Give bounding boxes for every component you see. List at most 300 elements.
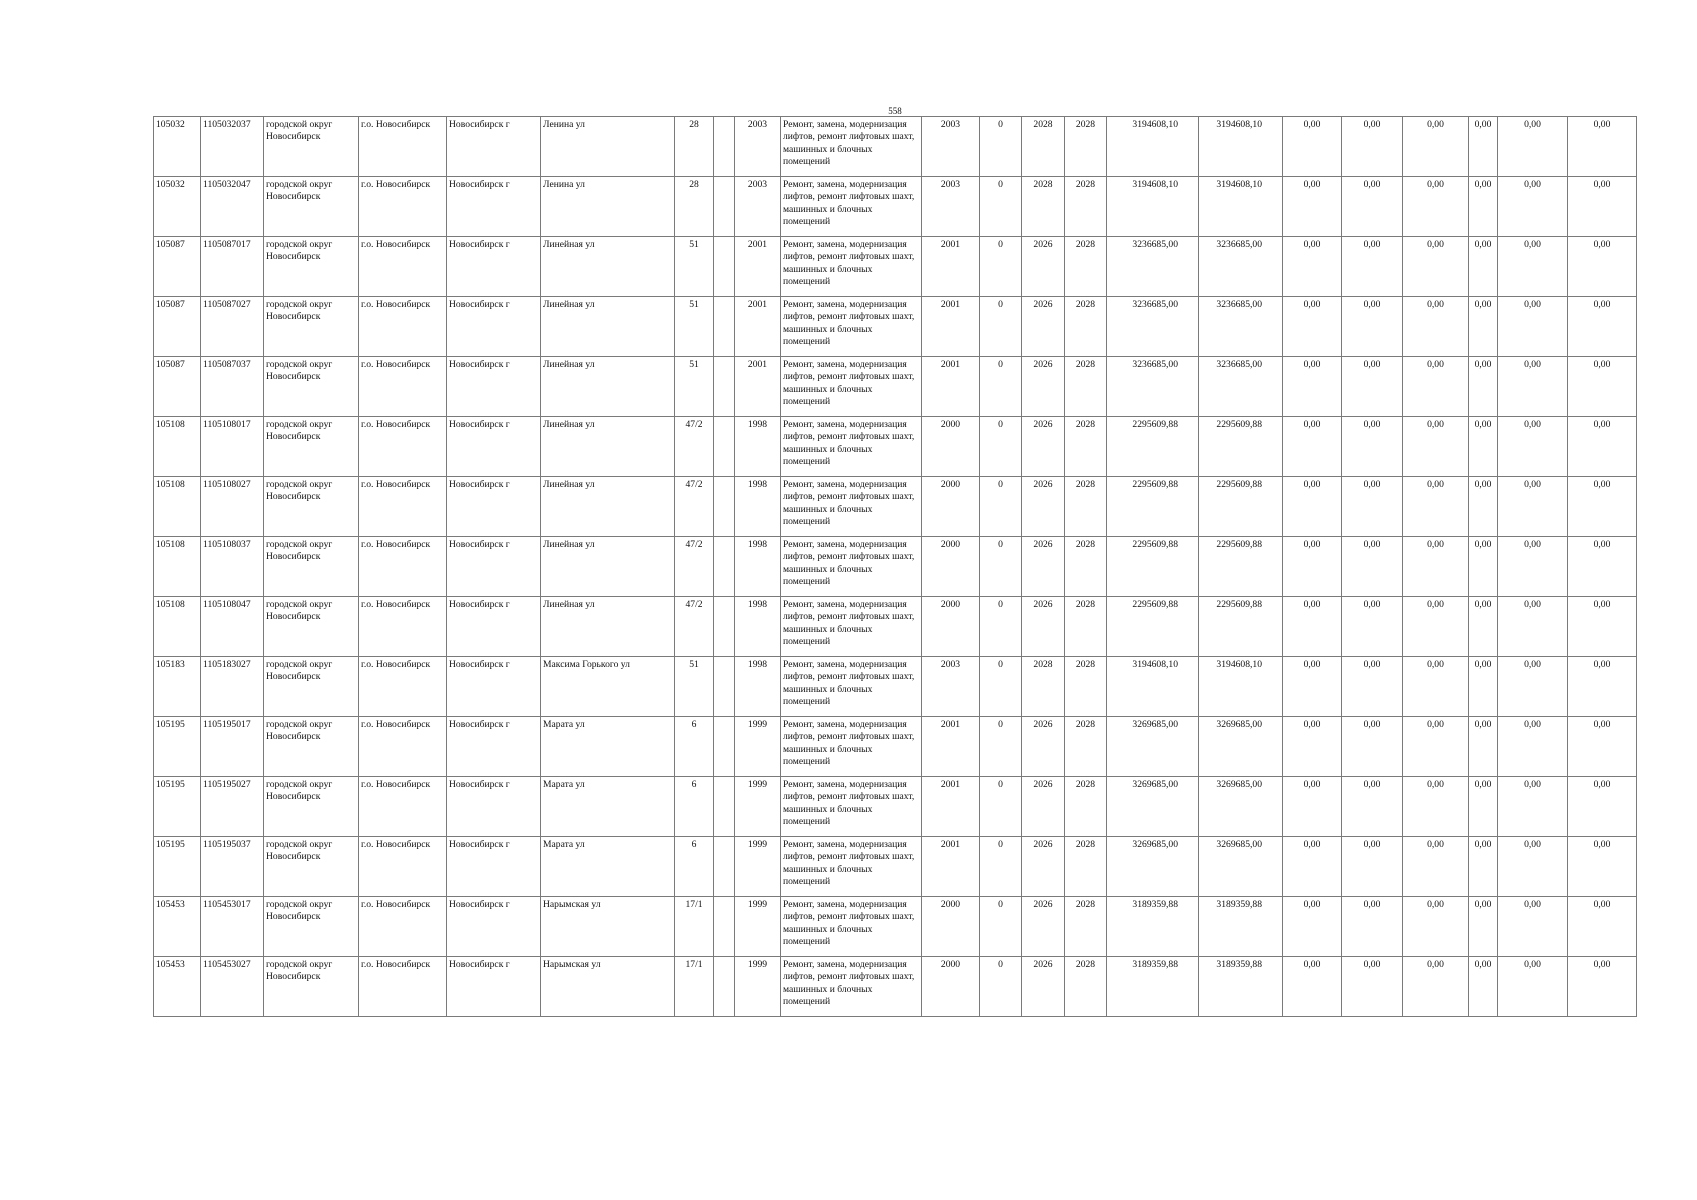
- cell-wear-value: 0: [980, 597, 1022, 657]
- cell-wear-value: 0: [980, 417, 1022, 477]
- cell-deadline-year: 2028: [1065, 297, 1107, 357]
- page-number: 558: [888, 106, 902, 116]
- cell-element-code: 1105087027: [201, 297, 264, 357]
- cell-amount-4: 0,00: [1469, 957, 1498, 1017]
- cell-amount-2: 0,00: [1342, 537, 1403, 597]
- cell-wear-value: 0: [980, 957, 1022, 1017]
- cell-locality: Новосибирск г: [447, 237, 541, 297]
- cell-element-code: 1105453017: [201, 897, 264, 957]
- cell-municipal-district: городской округ Новосибирск: [264, 957, 359, 1017]
- cell-municipality: г.о. Новосибирск: [359, 837, 447, 897]
- table-row: [154, 717, 1637, 777]
- cell-planned-year: 2026: [1022, 417, 1065, 477]
- cell-building-letter: [714, 177, 735, 237]
- cell-amount-4: 0,00: [1469, 777, 1498, 837]
- cell-municipality: г.о. Новосибирск: [359, 117, 447, 177]
- cell-locality: Новосибирск г: [447, 177, 541, 237]
- cell-house-number: 17/1: [675, 957, 714, 1017]
- cell-house-number: 47/2: [675, 537, 714, 597]
- cell-locality: Новосибирск г: [447, 837, 541, 897]
- cell-amount-2: 0,00: [1342, 657, 1403, 717]
- cell-amount-5: 0,00: [1498, 657, 1568, 717]
- cell-amount-4: 0,00: [1469, 117, 1498, 177]
- cell-wear-value: 0: [980, 897, 1022, 957]
- cell-commissioning-year: 1999: [735, 837, 781, 897]
- cell-element-code: 1105195017: [201, 717, 264, 777]
- cell-fund-cost: 2295609,88: [1199, 417, 1283, 477]
- cell-element-code: 1105108047: [201, 597, 264, 657]
- cell-amount-5: 0,00: [1498, 477, 1568, 537]
- cell-fund-cost: 2295609,88: [1199, 537, 1283, 597]
- cell-total-cost: 3236685,00: [1107, 297, 1199, 357]
- cell-amount-6: 0,00: [1568, 357, 1637, 417]
- cell-amount-6: 0,00: [1568, 297, 1637, 357]
- cell-element-code: 1105108027: [201, 477, 264, 537]
- cell-amount-4: 0,00: [1469, 537, 1498, 597]
- cell-amount-6: 0,00: [1568, 177, 1637, 237]
- cell-last-repair-year: 2001: [922, 297, 980, 357]
- cell-amount-6: 0,00: [1568, 837, 1637, 897]
- cell-municipal-district: городской округ Новосибирск: [264, 897, 359, 957]
- cell-street: Максима Горького ул: [541, 657, 675, 717]
- cell-deadline-year: 2028: [1065, 117, 1107, 177]
- cell-amount-4: 0,00: [1469, 357, 1498, 417]
- cell-last-repair-year: 2003: [922, 177, 980, 237]
- cell-amount-3: 0,00: [1403, 837, 1469, 897]
- cell-amount-1: 0,00: [1283, 897, 1342, 957]
- cell-amount-5: 0,00: [1498, 237, 1568, 297]
- cell-deadline-year: 2028: [1065, 357, 1107, 417]
- cell-amount-3: 0,00: [1403, 477, 1469, 537]
- cell-amount-3: 0,00: [1403, 117, 1469, 177]
- cell-total-cost: 3194608,10: [1107, 117, 1199, 177]
- cell-locality: Новосибирск г: [447, 597, 541, 657]
- cell-building-letter: [714, 837, 735, 897]
- cell-fund-cost: 3236685,00: [1199, 297, 1283, 357]
- cell-amount-6: 0,00: [1568, 417, 1637, 477]
- cell-last-repair-year: 2000: [922, 537, 980, 597]
- cell-street: Линейная ул: [541, 237, 675, 297]
- cell-element-code: 1105108037: [201, 537, 264, 597]
- table-row: [154, 777, 1637, 837]
- cell-house-number: 6: [675, 837, 714, 897]
- cell-element-code: 1105453027: [201, 957, 264, 1017]
- cell-municipal-district: городской округ Новосибирск: [264, 477, 359, 537]
- cell-commissioning-year: 2001: [735, 237, 781, 297]
- cell-planned-year: 2026: [1022, 477, 1065, 537]
- cell-fund-cost: 2295609,88: [1199, 477, 1283, 537]
- cell-total-cost: 3269685,00: [1107, 777, 1199, 837]
- cell-total-cost: 3236685,00: [1107, 357, 1199, 417]
- cell-deadline-year: 2028: [1065, 177, 1107, 237]
- cell-amount-4: 0,00: [1469, 417, 1498, 477]
- cell-amount-6: 0,00: [1568, 777, 1637, 837]
- cell-amount-1: 0,00: [1283, 597, 1342, 657]
- cell-locality: Новосибирск г: [447, 717, 541, 777]
- cell-element-code: 1105087037: [201, 357, 264, 417]
- cell-amount-2: 0,00: [1342, 417, 1403, 477]
- cell-deadline-year: 2028: [1065, 537, 1107, 597]
- cell-amount-1: 0,00: [1283, 177, 1342, 237]
- cell-amount-3: 0,00: [1403, 357, 1469, 417]
- cell-locality: Новосибирск г: [447, 897, 541, 957]
- cell-amount-3: 0,00: [1403, 897, 1469, 957]
- cell-object-code: 105032: [154, 117, 201, 177]
- cell-amount-5: 0,00: [1498, 417, 1568, 477]
- cell-building-letter: [714, 957, 735, 1017]
- cell-deadline-year: 2028: [1065, 717, 1107, 777]
- cell-amount-4: 0,00: [1469, 477, 1498, 537]
- table-row: [154, 897, 1637, 957]
- cell-amount-2: 0,00: [1342, 957, 1403, 1017]
- cell-amount-4: 0,00: [1469, 237, 1498, 297]
- cell-municipality: г.о. Новосибирск: [359, 897, 447, 957]
- cell-planned-year: 2026: [1022, 537, 1065, 597]
- cell-object-code: 105183: [154, 657, 201, 717]
- cell-last-repair-year: 2000: [922, 417, 980, 477]
- cell-object-code: 105108: [154, 537, 201, 597]
- cell-object-code: 105087: [154, 237, 201, 297]
- cell-commissioning-year: 1998: [735, 597, 781, 657]
- cell-amount-5: 0,00: [1498, 177, 1568, 237]
- cell-last-repair-year: 2001: [922, 717, 980, 777]
- cell-work-type: Ремонт, замена, модернизация лифтов, ремонт лифтовых шахт, машинных и блочных помещений: [781, 357, 922, 417]
- cell-house-number: 47/2: [675, 477, 714, 537]
- cell-element-code: 1105183027: [201, 657, 264, 717]
- cell-work-type: Ремонт, замена, модернизация лифтов, ремонт лифтовых шахт, машинных и блочных помещений: [781, 237, 922, 297]
- cell-work-type: Ремонт, замена, модернизация лифтов, ремонт лифтовых шахт, машинных и блочных помещений: [781, 177, 922, 237]
- cell-wear-value: 0: [980, 477, 1022, 537]
- cell-work-type: Ремонт, замена, модернизация лифтов, ремонт лифтовых шахт, машинных и блочных помещений: [781, 117, 922, 177]
- cell-locality: Новосибирск г: [447, 477, 541, 537]
- cell-municipality: г.о. Новосибирск: [359, 657, 447, 717]
- cell-total-cost: 3194608,10: [1107, 177, 1199, 237]
- cell-amount-1: 0,00: [1283, 717, 1342, 777]
- cell-work-type: Ремонт, замена, модернизация лифтов, ремонт лифтовых шахт, машинных и блочных помещений: [781, 957, 922, 1017]
- cell-object-code: 105108: [154, 597, 201, 657]
- cell-fund-cost: 3194608,10: [1199, 657, 1283, 717]
- cell-amount-3: 0,00: [1403, 657, 1469, 717]
- cell-wear-value: 0: [980, 537, 1022, 597]
- cell-wear-value: 0: [980, 117, 1022, 177]
- cell-street: Марата ул: [541, 717, 675, 777]
- cell-locality: Новосибирск г: [447, 957, 541, 1017]
- cell-amount-2: 0,00: [1342, 237, 1403, 297]
- cell-fund-cost: 3236685,00: [1199, 237, 1283, 297]
- cell-amount-2: 0,00: [1342, 297, 1403, 357]
- cell-street: Марата ул: [541, 777, 675, 837]
- cell-municipal-district: городской округ Новосибирск: [264, 597, 359, 657]
- cell-amount-5: 0,00: [1498, 117, 1568, 177]
- cell-amount-2: 0,00: [1342, 837, 1403, 897]
- cell-amount-5: 0,00: [1498, 717, 1568, 777]
- cell-municipal-district: городской округ Новосибирск: [264, 297, 359, 357]
- cell-amount-5: 0,00: [1498, 537, 1568, 597]
- cell-wear-value: 0: [980, 237, 1022, 297]
- cell-amount-2: 0,00: [1342, 897, 1403, 957]
- cell-municipal-district: городской округ Новосибирск: [264, 837, 359, 897]
- cell-municipality: г.о. Новосибирск: [359, 177, 447, 237]
- cell-amount-4: 0,00: [1469, 897, 1498, 957]
- cell-amount-6: 0,00: [1568, 957, 1637, 1017]
- cell-amount-5: 0,00: [1498, 837, 1568, 897]
- cell-municipal-district: городской округ Новосибирск: [264, 777, 359, 837]
- cell-object-code: 105195: [154, 777, 201, 837]
- cell-total-cost: 3269685,00: [1107, 717, 1199, 777]
- cell-street: Линейная ул: [541, 417, 675, 477]
- cell-amount-2: 0,00: [1342, 777, 1403, 837]
- cell-last-repair-year: 2001: [922, 237, 980, 297]
- cell-amount-3: 0,00: [1403, 297, 1469, 357]
- cell-building-letter: [714, 897, 735, 957]
- cell-object-code: 105195: [154, 717, 201, 777]
- cell-last-repair-year: 2003: [922, 117, 980, 177]
- cell-planned-year: 2026: [1022, 897, 1065, 957]
- cell-planned-year: 2026: [1022, 957, 1065, 1017]
- cell-total-cost: 3189359,88: [1107, 957, 1199, 1017]
- cell-municipality: г.о. Новосибирск: [359, 357, 447, 417]
- cell-deadline-year: 2028: [1065, 597, 1107, 657]
- cell-work-type: Ремонт, замена, модернизация лифтов, ремонт лифтовых шахт, машинных и блочных помещений: [781, 717, 922, 777]
- table-row: [154, 537, 1637, 597]
- cell-commissioning-year: 2001: [735, 357, 781, 417]
- cell-building-letter: [714, 117, 735, 177]
- cell-commissioning-year: 1998: [735, 477, 781, 537]
- cell-amount-6: 0,00: [1568, 537, 1637, 597]
- cell-planned-year: 2026: [1022, 357, 1065, 417]
- cell-building-letter: [714, 417, 735, 477]
- table-row: [154, 417, 1637, 477]
- cell-municipal-district: городской округ Новосибирск: [264, 357, 359, 417]
- cell-fund-cost: 2295609,88: [1199, 597, 1283, 657]
- cell-fund-cost: 3236685,00: [1199, 357, 1283, 417]
- cell-house-number: 28: [675, 117, 714, 177]
- cell-total-cost: 3236685,00: [1107, 237, 1199, 297]
- cell-building-letter: [714, 297, 735, 357]
- cell-building-letter: [714, 477, 735, 537]
- cell-amount-1: 0,00: [1283, 957, 1342, 1017]
- cell-last-repair-year: 2001: [922, 837, 980, 897]
- cell-street: Нарымская ул: [541, 957, 675, 1017]
- cell-commissioning-year: 2003: [735, 117, 781, 177]
- cell-planned-year: 2026: [1022, 237, 1065, 297]
- cell-building-letter: [714, 597, 735, 657]
- cell-commissioning-year: 1999: [735, 717, 781, 777]
- cell-house-number: 17/1: [675, 897, 714, 957]
- cell-fund-cost: 3269685,00: [1199, 777, 1283, 837]
- cell-deadline-year: 2028: [1065, 477, 1107, 537]
- cell-amount-2: 0,00: [1342, 177, 1403, 237]
- cell-planned-year: 2026: [1022, 777, 1065, 837]
- cell-street: Линейная ул: [541, 537, 675, 597]
- cell-amount-3: 0,00: [1403, 177, 1469, 237]
- cell-amount-6: 0,00: [1568, 717, 1637, 777]
- cell-amount-6: 0,00: [1568, 237, 1637, 297]
- cell-commissioning-year: 1998: [735, 417, 781, 477]
- cell-deadline-year: 2028: [1065, 777, 1107, 837]
- cell-object-code: 105087: [154, 357, 201, 417]
- cell-locality: Новосибирск г: [447, 777, 541, 837]
- cell-amount-1: 0,00: [1283, 117, 1342, 177]
- cell-element-code: 1105195037: [201, 837, 264, 897]
- cell-locality: Новосибирск г: [447, 357, 541, 417]
- cell-work-type: Ремонт, замена, модернизация лифтов, ремонт лифтовых шахт, машинных и блочных помещений: [781, 477, 922, 537]
- cell-total-cost: 3194608,10: [1107, 657, 1199, 717]
- cell-deadline-year: 2028: [1065, 897, 1107, 957]
- cell-fund-cost: 3269685,00: [1199, 717, 1283, 777]
- table-row: [154, 117, 1637, 177]
- cell-municipality: г.о. Новосибирск: [359, 477, 447, 537]
- cell-locality: Новосибирск г: [447, 657, 541, 717]
- cell-work-type: Ремонт, замена, модернизация лифтов, ремонт лифтовых шахт, машинных и блочных помещений: [781, 657, 922, 717]
- cell-municipality: г.о. Новосибирск: [359, 297, 447, 357]
- cell-commissioning-year: 2001: [735, 297, 781, 357]
- cell-planned-year: 2028: [1022, 117, 1065, 177]
- cell-amount-1: 0,00: [1283, 837, 1342, 897]
- cell-last-repair-year: 2000: [922, 957, 980, 1017]
- cell-fund-cost: 3194608,10: [1199, 117, 1283, 177]
- cell-wear-value: 0: [980, 357, 1022, 417]
- cell-amount-5: 0,00: [1498, 777, 1568, 837]
- cell-street: Марата ул: [541, 837, 675, 897]
- cell-total-cost: 3189359,88: [1107, 897, 1199, 957]
- cell-commissioning-year: 2003: [735, 177, 781, 237]
- cell-amount-4: 0,00: [1469, 297, 1498, 357]
- cell-amount-1: 0,00: [1283, 237, 1342, 297]
- cell-commissioning-year: 1999: [735, 777, 781, 837]
- cell-municipality: г.о. Новосибирск: [359, 717, 447, 777]
- cell-amount-6: 0,00: [1568, 897, 1637, 957]
- cell-amount-3: 0,00: [1403, 237, 1469, 297]
- cell-amount-5: 0,00: [1498, 597, 1568, 657]
- cell-work-type: Ремонт, замена, модернизация лифтов, ремонт лифтовых шахт, машинных и блочных помещений: [781, 777, 922, 837]
- cell-building-letter: [714, 537, 735, 597]
- cell-street: Нарымская ул: [541, 897, 675, 957]
- cell-street: Линейная ул: [541, 477, 675, 537]
- cell-amount-2: 0,00: [1342, 717, 1403, 777]
- cell-planned-year: 2026: [1022, 297, 1065, 357]
- cell-municipality: г.о. Новосибирск: [359, 417, 447, 477]
- cell-street: Ленина ул: [541, 117, 675, 177]
- cell-amount-3: 0,00: [1403, 417, 1469, 477]
- cell-house-number: 6: [675, 777, 714, 837]
- table-row: [154, 177, 1637, 237]
- cell-last-repair-year: 2001: [922, 357, 980, 417]
- cell-municipal-district: городской округ Новосибирск: [264, 717, 359, 777]
- cell-amount-6: 0,00: [1568, 477, 1637, 537]
- cell-commissioning-year: 1999: [735, 897, 781, 957]
- cell-amount-5: 0,00: [1498, 357, 1568, 417]
- cell-deadline-year: 2028: [1065, 417, 1107, 477]
- cell-house-number: 47/2: [675, 597, 714, 657]
- cell-house-number: 51: [675, 657, 714, 717]
- cell-commissioning-year: 1999: [735, 957, 781, 1017]
- cell-municipal-district: городской округ Новосибирск: [264, 417, 359, 477]
- table-row: [154, 837, 1637, 897]
- cell-wear-value: 0: [980, 837, 1022, 897]
- cell-locality: Новосибирск г: [447, 297, 541, 357]
- cell-work-type: Ремонт, замена, модернизация лифтов, ремонт лифтовых шахт, машинных и блочных помещений: [781, 537, 922, 597]
- cell-house-number: 51: [675, 357, 714, 417]
- cell-street: Линейная ул: [541, 597, 675, 657]
- cell-municipality: г.о. Новосибирск: [359, 957, 447, 1017]
- cell-municipal-district: городской округ Новосибирск: [264, 657, 359, 717]
- cell-deadline-year: 2028: [1065, 657, 1107, 717]
- cell-commissioning-year: 1998: [735, 657, 781, 717]
- cell-deadline-year: 2028: [1065, 237, 1107, 297]
- cell-wear-value: 0: [980, 657, 1022, 717]
- cell-total-cost: 2295609,88: [1107, 537, 1199, 597]
- cell-municipality: г.о. Новосибирск: [359, 597, 447, 657]
- cell-amount-3: 0,00: [1403, 957, 1469, 1017]
- table-row: [154, 957, 1637, 1017]
- cell-planned-year: 2028: [1022, 177, 1065, 237]
- cell-house-number: 6: [675, 717, 714, 777]
- cell-amount-4: 0,00: [1469, 597, 1498, 657]
- cell-municipal-district: городской округ Новосибирск: [264, 537, 359, 597]
- cell-amount-4: 0,00: [1469, 177, 1498, 237]
- cell-house-number: 47/2: [675, 417, 714, 477]
- cell-municipal-district: городской округ Новосибирск: [264, 117, 359, 177]
- cell-total-cost: 2295609,88: [1107, 597, 1199, 657]
- cell-municipal-district: городской округ Новосибирск: [264, 237, 359, 297]
- cell-object-code: 105453: [154, 897, 201, 957]
- cell-work-type: Ремонт, замена, модернизация лифтов, ремонт лифтовых шахт, машинных и блочных помещений: [781, 897, 922, 957]
- cell-amount-5: 0,00: [1498, 957, 1568, 1017]
- cell-amount-3: 0,00: [1403, 777, 1469, 837]
- table-row: [154, 477, 1637, 537]
- cell-amount-1: 0,00: [1283, 537, 1342, 597]
- cell-work-type: Ремонт, замена, модернизация лифтов, ремонт лифтовых шахт, машинных и блочных помещений: [781, 597, 922, 657]
- cell-amount-3: 0,00: [1403, 537, 1469, 597]
- cell-amount-4: 0,00: [1469, 657, 1498, 717]
- cell-element-code: 1105032047: [201, 177, 264, 237]
- cell-amount-2: 0,00: [1342, 117, 1403, 177]
- cell-work-type: Ремонт, замена, модернизация лифтов, ремонт лифтовых шахт, машинных и блочных помещений: [781, 297, 922, 357]
- cell-amount-6: 0,00: [1568, 597, 1637, 657]
- cell-object-code: 105108: [154, 417, 201, 477]
- cell-amount-5: 0,00: [1498, 897, 1568, 957]
- cell-building-letter: [714, 657, 735, 717]
- cell-amount-1: 0,00: [1283, 657, 1342, 717]
- cell-planned-year: 2026: [1022, 597, 1065, 657]
- cell-last-repair-year: 2000: [922, 477, 980, 537]
- cell-municipality: г.о. Новосибирск: [359, 237, 447, 297]
- cell-deadline-year: 2028: [1065, 837, 1107, 897]
- cell-fund-cost: 3194608,10: [1199, 177, 1283, 237]
- cell-amount-3: 0,00: [1403, 597, 1469, 657]
- cell-wear-value: 0: [980, 297, 1022, 357]
- table-row: [154, 657, 1637, 717]
- cell-commissioning-year: 1998: [735, 537, 781, 597]
- cell-total-cost: 3269685,00: [1107, 837, 1199, 897]
- cell-amount-1: 0,00: [1283, 477, 1342, 537]
- table-row: [154, 237, 1637, 297]
- cell-last-repair-year: 2000: [922, 597, 980, 657]
- cell-planned-year: 2026: [1022, 717, 1065, 777]
- cell-amount-3: 0,00: [1403, 717, 1469, 777]
- cell-building-letter: [714, 357, 735, 417]
- cell-object-code: 105032: [154, 177, 201, 237]
- table-row: [154, 357, 1637, 417]
- cell-last-repair-year: 2000: [922, 897, 980, 957]
- cell-wear-value: 0: [980, 177, 1022, 237]
- cell-planned-year: 2028: [1022, 657, 1065, 717]
- cell-last-repair-year: 2003: [922, 657, 980, 717]
- cell-total-cost: 2295609,88: [1107, 477, 1199, 537]
- cell-amount-6: 0,00: [1568, 117, 1637, 177]
- cell-work-type: Ремонт, замена, модернизация лифтов, ремонт лифтовых шахт, машинных и блочных помещений: [781, 417, 922, 477]
